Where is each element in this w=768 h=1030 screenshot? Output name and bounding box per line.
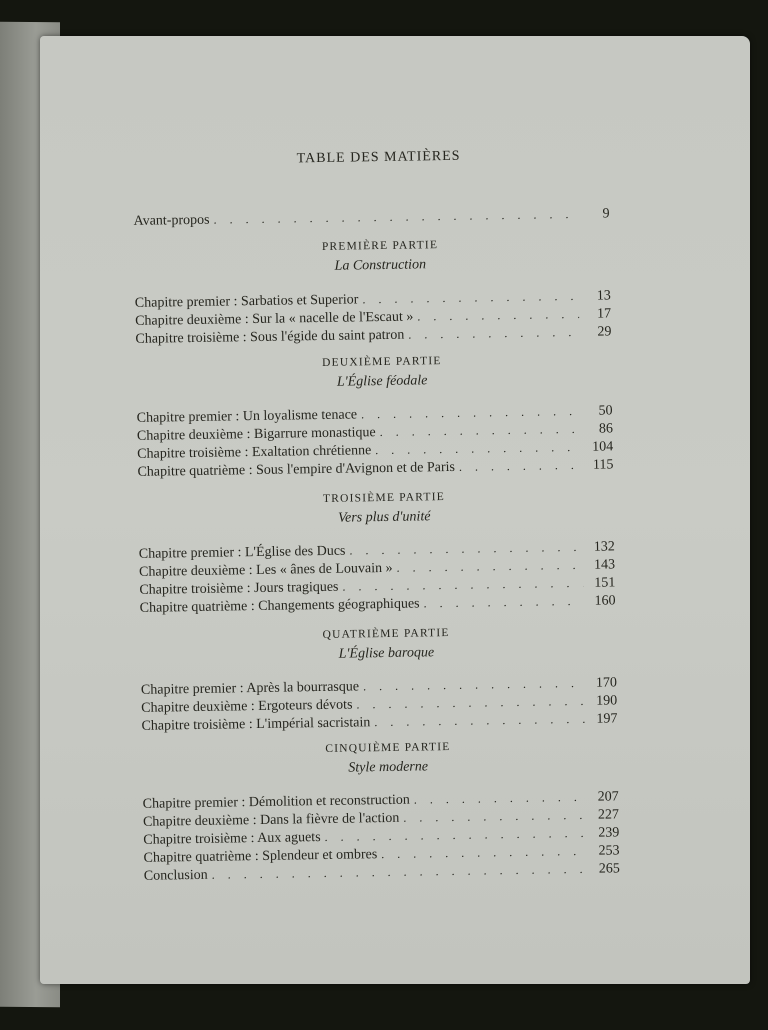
entry-page-number: 50 <box>598 403 613 419</box>
entry-page-number: 239 <box>598 825 620 841</box>
entry-page-number: 207 <box>597 789 619 805</box>
part-label: QUATRIÈME PARTIE <box>322 626 450 641</box>
entry-page-number: 151 <box>594 575 616 591</box>
entry-label: Chapitre deuxième : Dans la fièvre de l'action <box>142 810 400 830</box>
entry-label: Chapitre deuxième : Ergoteurs dévots <box>141 697 353 716</box>
entry-page-number: 13 <box>596 288 611 304</box>
entry-page-number: 9 <box>602 206 610 222</box>
entry-label: Chapitre premier : L'Église des Ducs <box>138 543 346 562</box>
part-label: DEUXIÈME PARTIE <box>322 355 442 369</box>
dot-leader <box>408 323 579 344</box>
toc-entry-avant-propos <box>133 204 609 229</box>
entry-label: Chapitre troisième : Jours tragiques <box>139 579 339 598</box>
dot-leader <box>459 456 582 476</box>
part-title: L'Église féodale <box>336 373 428 390</box>
entry-label: Chapitre quatrième : Splendeur et ombres <box>143 847 378 866</box>
entry-page-number: 17 <box>596 306 612 322</box>
entry-label: Chapitre deuxième : Les « ânes de Louvain » <box>138 560 393 580</box>
part-label: CINQUIÈME PARTIE <box>325 740 451 755</box>
part-label: TROISIÈME PARTIE <box>322 491 446 505</box>
entry-label: Chapitre troisième : Sous l'égide du saint patron <box>135 327 405 347</box>
toc-title: TABLE DES MATIÈRES <box>296 148 461 167</box>
entry-label: Avant-propos <box>133 212 210 229</box>
entry-label: Chapitre premier : Sarbatios et Superior <box>134 292 359 311</box>
entry-label: Chapitre deuxième : Sur la « nacelle de l'Escaut » <box>135 309 414 329</box>
part-title: L'Église baroque <box>338 645 435 662</box>
entry-label: Chapitre premier : Démolition et reconstruction <box>142 792 410 812</box>
entry-page-number: 143 <box>593 557 616 573</box>
entry-page-number: 197 <box>596 711 618 727</box>
entry-label: Chapitre troisième : Aux aguets <box>143 830 321 848</box>
entry-page-number: 265 <box>598 861 620 877</box>
entry-label: Conclusion <box>143 867 208 884</box>
part-title: La Construction <box>334 257 427 274</box>
entry-label: Chapitre troisième : L'impérial sacristain <box>141 715 371 734</box>
entry-label: Chapitre quatrième : Sous l'empire d'Avignon et de Paris <box>137 459 456 480</box>
entry-page-number: 190 <box>596 693 618 709</box>
entry-label: Chapitre quatrième : Changements géographiques <box>139 596 420 616</box>
entry-label: Chapitre premier : Un loyalisme tenace <box>136 407 358 426</box>
entry-label: Chapitre premier : Après la bourrasque <box>140 679 360 698</box>
entry-page-number: 227 <box>597 807 620 823</box>
dot-leader <box>213 205 577 229</box>
entry-page-number: 132 <box>593 539 615 555</box>
entry-page-number: 104 <box>592 439 614 455</box>
part-title: Style moderne <box>348 759 429 776</box>
entry-label: Chapitre troisième : Exaltation chrétienne <box>137 443 372 462</box>
part-label: PREMIÈRE PARTIE <box>321 239 439 253</box>
entry-label: Chapitre deuxième : Bigarrure monastique <box>136 425 376 444</box>
dot-leader <box>423 592 583 613</box>
entry-page-number: 86 <box>598 421 614 437</box>
entry-page-number: 115 <box>592 457 614 473</box>
entry-page-number: 253 <box>598 843 620 859</box>
entry-page-number: 29 <box>597 324 612 340</box>
entry-page-number: 170 <box>595 675 618 691</box>
dot-leader <box>374 710 585 731</box>
entry-page-number: 160 <box>594 593 616 609</box>
part-title: Vers plus d'unité <box>337 509 431 526</box>
